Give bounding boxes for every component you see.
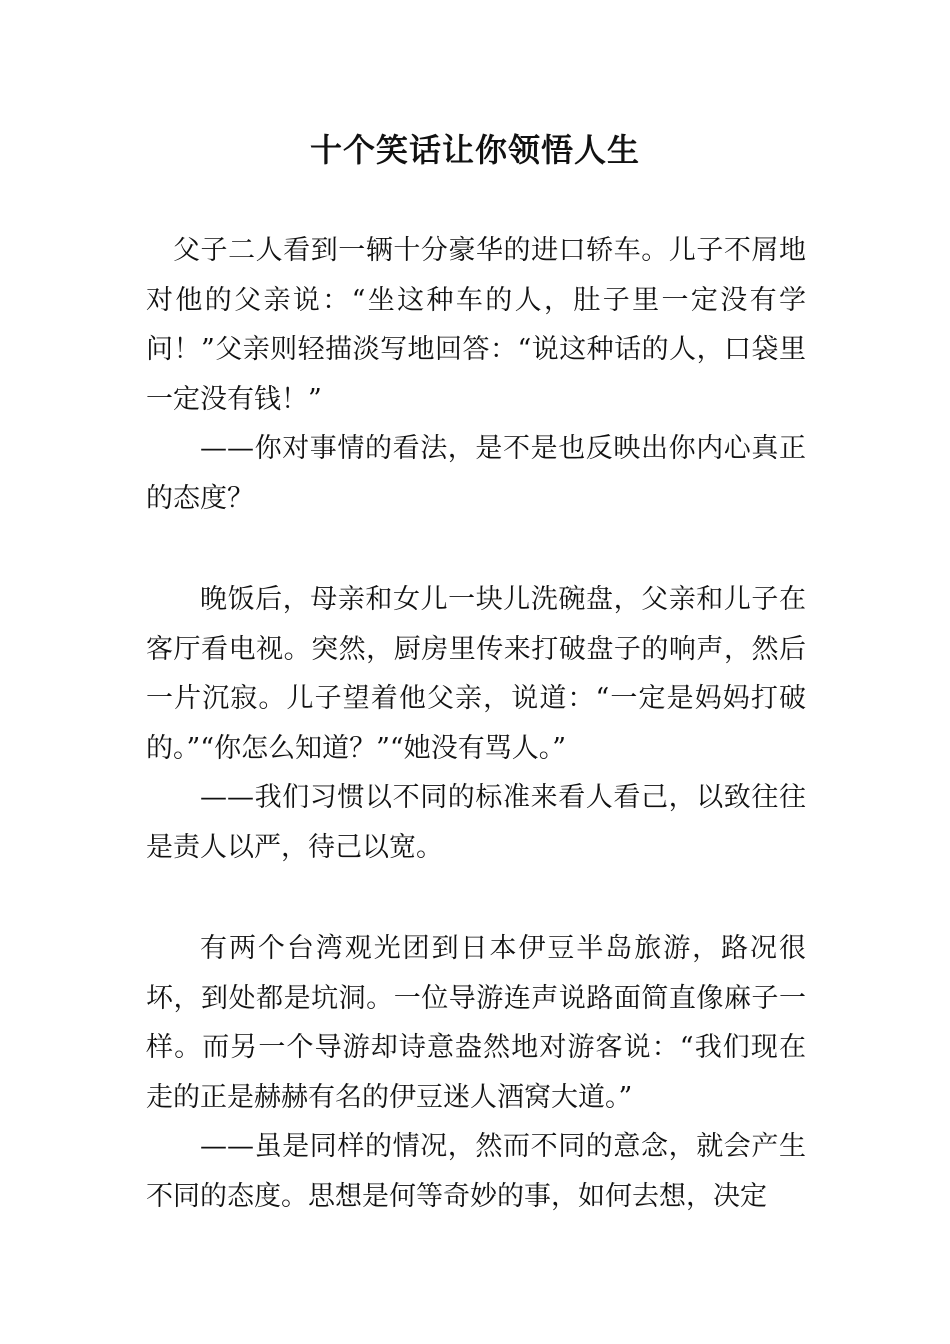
paragraph-gap xyxy=(146,523,806,575)
document-body xyxy=(146,226,806,1221)
paragraph-gap xyxy=(146,872,806,924)
paragraph-moral-3: ——虽是同样的情况，然而不同的意念，就会产生不同的态度。思想是何等奇妙的事，如何去想，决定 xyxy=(146,1131,806,1212)
paragraph-story-3: 有两个台湾观光团到日本伊豆半岛旅游，路况很坏，到处都是坑洞。一位导游连声说路面简直像麻子一样。而另一个导游却诗意盎然地对游客说：“我们现在走的正是赫赫有名的伊豆迷人酒窝大道。” xyxy=(146,933,806,1113)
paragraph-moral-2: ——我们习惯以不同的标准来看人看己，以致往往是责人以严，待己以宽。 xyxy=(146,782,806,863)
paragraph-story-2: 晚饭后，母亲和女儿一块儿洗碗盘，父亲和儿子在客厅看电视。突然，厨房里传来打破盘子的响声，然后一片沉寂。儿子望着他父亲，说道：“一定是妈妈打破的。”“你怎么知道？”“她没有骂人。” xyxy=(146,584,806,764)
document-title: 十个笑话让你领悟人生 xyxy=(309,131,640,169)
paragraph-moral-1: ——你对事情的看法，是不是也反映出你内心真正的态度？ xyxy=(146,433,806,514)
paragraph-story-1: 父子二人看到一辆十分豪华的进口轿车。儿子不屑地对他的父亲说：“坐这种车的人，肚子里一定没有学问！”父亲则轻描淡写地回答：“说这种话的人，口袋里一定没有钱！” xyxy=(146,235,806,415)
